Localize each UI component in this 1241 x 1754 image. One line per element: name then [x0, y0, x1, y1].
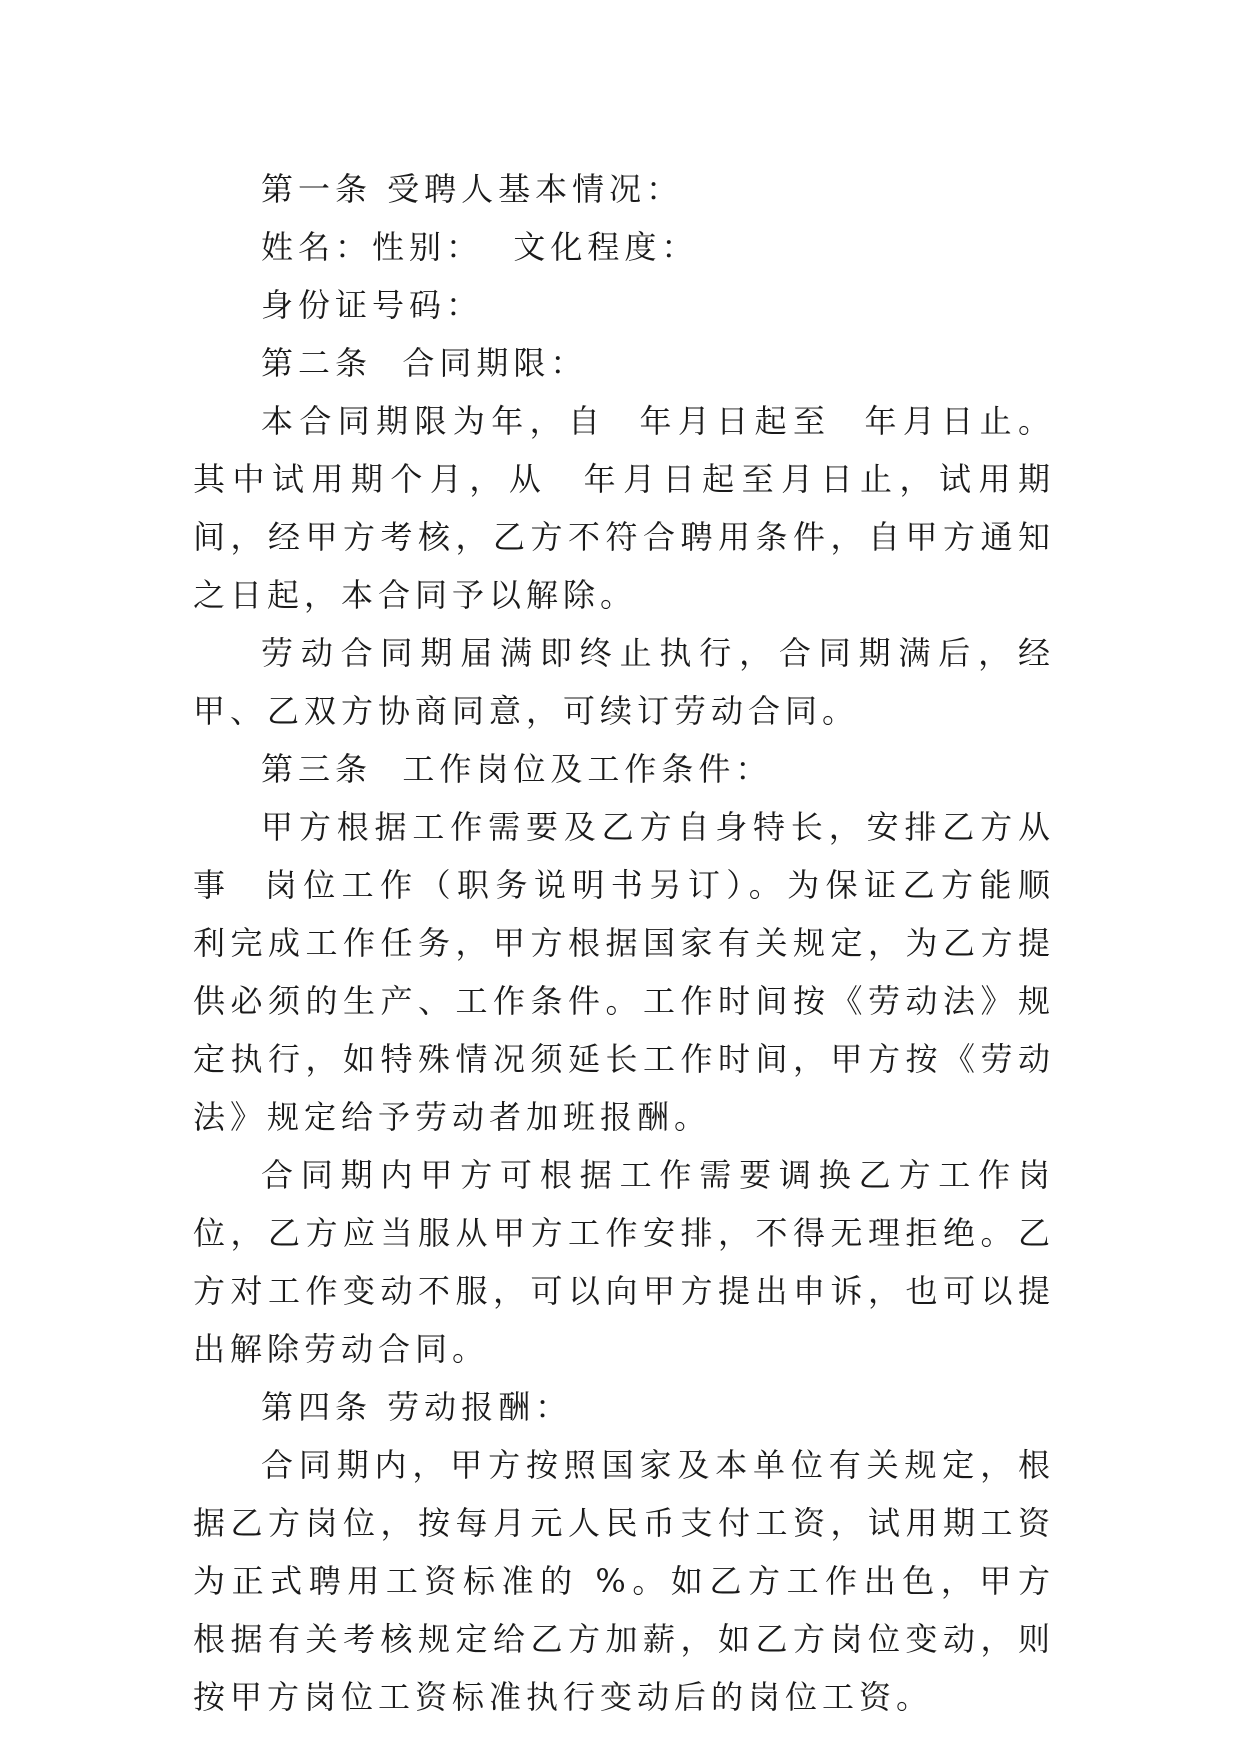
- contract-term-paragraph: 本合同期限为年，自 年月日起至 年月日止。其中试用期个月，从 年月日起至月日止，试用期间，经甲方考核，乙方不符合聘用条件，自甲方通知之日起，本合同予以解除。: [193, 402, 1055, 614]
- name-gender-education-line: 姓名：性别： 文化程度：: [261, 228, 699, 266]
- article-4-heading: 第四条 劳动报酬：: [261, 1388, 573, 1426]
- position-change-paragraph: 合同期内甲方可根据工作需要调换乙方工作岗位，乙方应当服从甲方工作安排，不得无理拒绝。乙方对工作变动不服，可以向甲方提出申诉，也可以提出解除劳动合同。: [193, 1156, 1055, 1368]
- remuneration-paragraph: 合同期内，甲方按照国家及本单位有关规定，根据乙方岗位，按每月元人民币支付工资，试用期工资为正式聘用工资标准的 %。如乙方工作出色，甲方根据有关考核规定给乙方加薪，如乙方岗位变动，则按甲方岗位工资标准执行变动后的岗位工资。: [193, 1446, 1055, 1716]
- job-position-paragraph: 甲方根据工作需要及乙方自身特长，安排乙方从事 岗位工作（职务说明书另订）。为保证乙方能顺利完成工作任务，甲方根据国家有关规定，为乙方提供必须的生产、工作条件。工作时间按《劳动法》规定执行，如特殊情况须延长工作时间，甲方按《劳动法》规定给予劳动者加班报酬。: [193, 808, 1055, 1136]
- id-number-line: 身份证号码：: [261, 286, 484, 324]
- article-2-heading: 第二条 合同期限：: [261, 344, 588, 382]
- article-3-heading: 第三条 工作岗位及工作条件：: [261, 750, 773, 788]
- contract-body: [193, 160, 1055, 1726]
- contract-renewal-paragraph: 劳动合同期届满即终止执行，合同期满后，经甲、乙双方协商同意，可续订劳动合同。: [193, 634, 1055, 730]
- article-1-heading: 第一条 受聘人基本情况：: [261, 170, 684, 208]
